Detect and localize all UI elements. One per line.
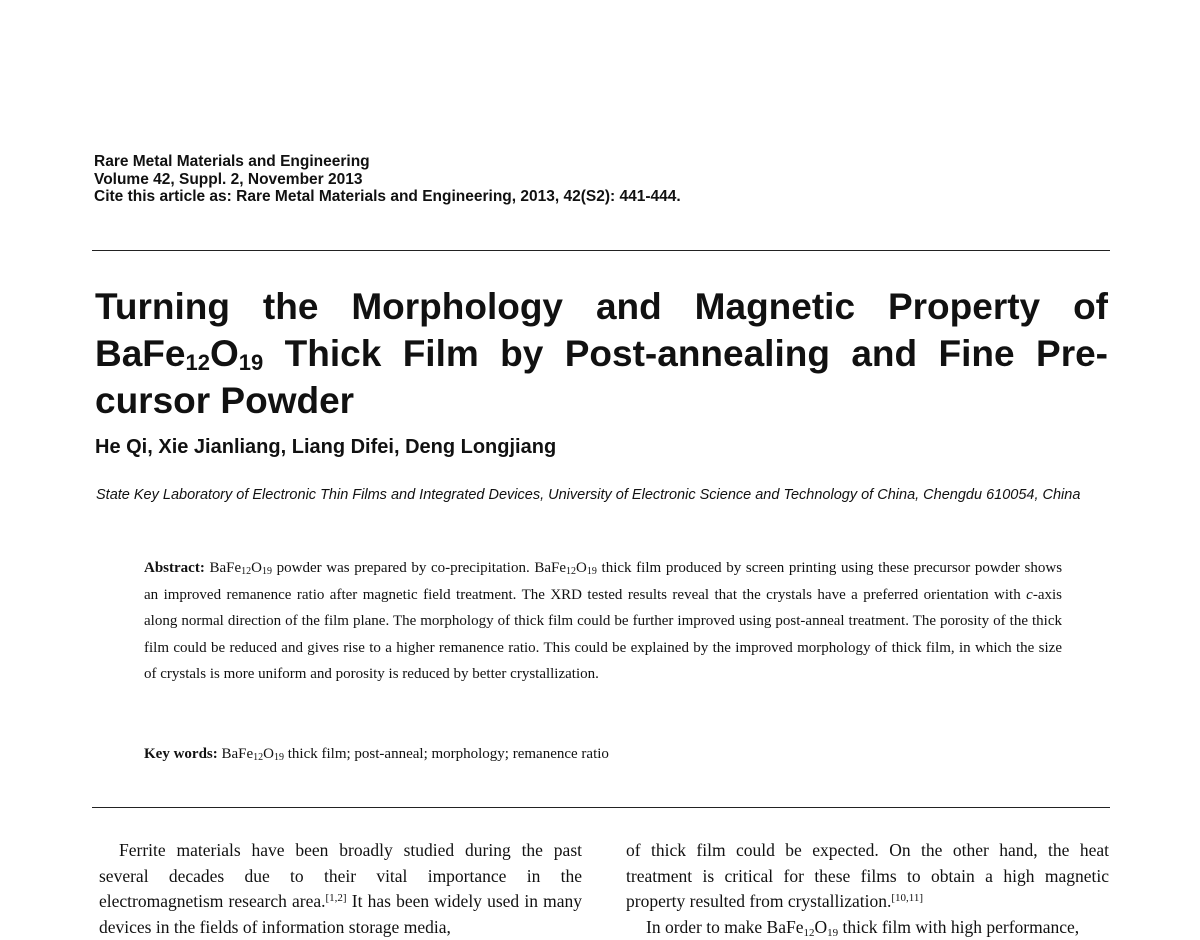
abstract-text-1: powder was prepared by co-precipitation. <box>276 560 530 576</box>
body-right-text-2-start: In order to make <box>646 916 763 937</box>
journal-name: Rare Metal Materials and Engineering <box>94 153 370 170</box>
abstract-formula-1: $BaFe_{12}O_{19}$ <box>209 560 272 577</box>
body-right-text-2-end: thick film with high performance, <box>842 916 1080 937</box>
title-word: by <box>500 333 544 374</box>
keywords-text: thick film; post-anneal; morphology; remanence ratio <box>287 746 609 762</box>
abstract-text-3: -axis along normal direction of the film plane. The morphology of thick film could be further improved using post-anneal treatment. The porosity of the thick film could be reduced and gives rise to a higher remanence ratio. This could be explained by the improved morphology of thick film, in which the size of crystals is more uniform and porosity is reduced by better crystallization. <box>144 586 1062 682</box>
title-word: and <box>595 286 662 327</box>
body-left-ref: [1,2] <box>325 892 347 904</box>
title-line-2 <box>95 330 1108 377</box>
journal-volume: Volume 42, Suppl. 2, November 2013 <box>94 170 363 188</box>
keywords-formula: $BaFe_{12}O_{19}$ <box>221 746 285 763</box>
title-word: Turning <box>95 286 230 327</box>
abstract-formula-2: $BaFe_{12}O_{19}$ <box>534 560 597 577</box>
abstract-c-axis: c <box>1026 586 1033 603</box>
title-line-1 <box>95 283 1108 330</box>
title-word: Film <box>402 333 479 374</box>
title-word: Pre- <box>1036 333 1108 374</box>
affiliation: State Key Laboratory of Electronic Thin Films and Integrated Devices, University of Electronic Science and Technology of China, Chengdu 610054, China <box>96 487 1081 503</box>
title-word: the <box>262 286 319 327</box>
journal-citation: Cite this article as: Rare Metal Materials and Engineering, 2013, 42(S2): 441-444. <box>94 188 681 205</box>
title-formula: $BaFe_{12}O_{19}$ <box>95 333 264 375</box>
body-right-text: of thick film could be expected. On the other hand, the heat treatment is critical for these films to obtain a high magnetic property resulted from crystallization. <box>626 840 1109 911</box>
title-line-3: cursor Powder <box>95 380 355 421</box>
body-column-left <box>99 838 582 940</box>
abstract <box>144 555 1062 688</box>
keywords <box>144 741 1062 767</box>
title-word: Post-annealing <box>564 333 830 374</box>
body-column-right <box>626 838 1109 940</box>
top-rule <box>92 250 1110 251</box>
title-word: of <box>1073 286 1108 327</box>
paper-title <box>95 283 1108 424</box>
body-right-ref: [10,11] <box>891 892 924 904</box>
keywords-label: Key words: <box>144 746 218 762</box>
authors: He Qi, Xie Jianliang, Liang Difei, Deng Longjiang <box>95 436 557 458</box>
body-left-text-2: It has been widely used in many devices in the fields of information storage media, <box>99 891 582 937</box>
abstract-label: Abstract: <box>144 560 205 576</box>
title-word: Morphology <box>351 286 564 327</box>
journal-header <box>94 153 681 206</box>
bottom-rule <box>92 807 1110 808</box>
title-word: Fine <box>938 333 1015 374</box>
title-word: Property <box>887 286 1041 327</box>
title-word: Thick <box>284 333 382 374</box>
title-word: and <box>851 333 918 374</box>
body-right-formula: $BaFe_{12}O_{19}$ <box>766 916 839 939</box>
body-left-text: Ferrite materials have been broadly studied during the past several decades due to their vital importance in the electromagnetism research area. <box>99 840 582 911</box>
abstract-text-2: thick film produced by screen printing using these precursor powder shows an improved remanence ratio after magnetic field treatment. The XRD tested results reveal that the crystals have a preferred orientation with <box>144 560 1063 603</box>
title-word: Magnetic <box>694 286 856 327</box>
